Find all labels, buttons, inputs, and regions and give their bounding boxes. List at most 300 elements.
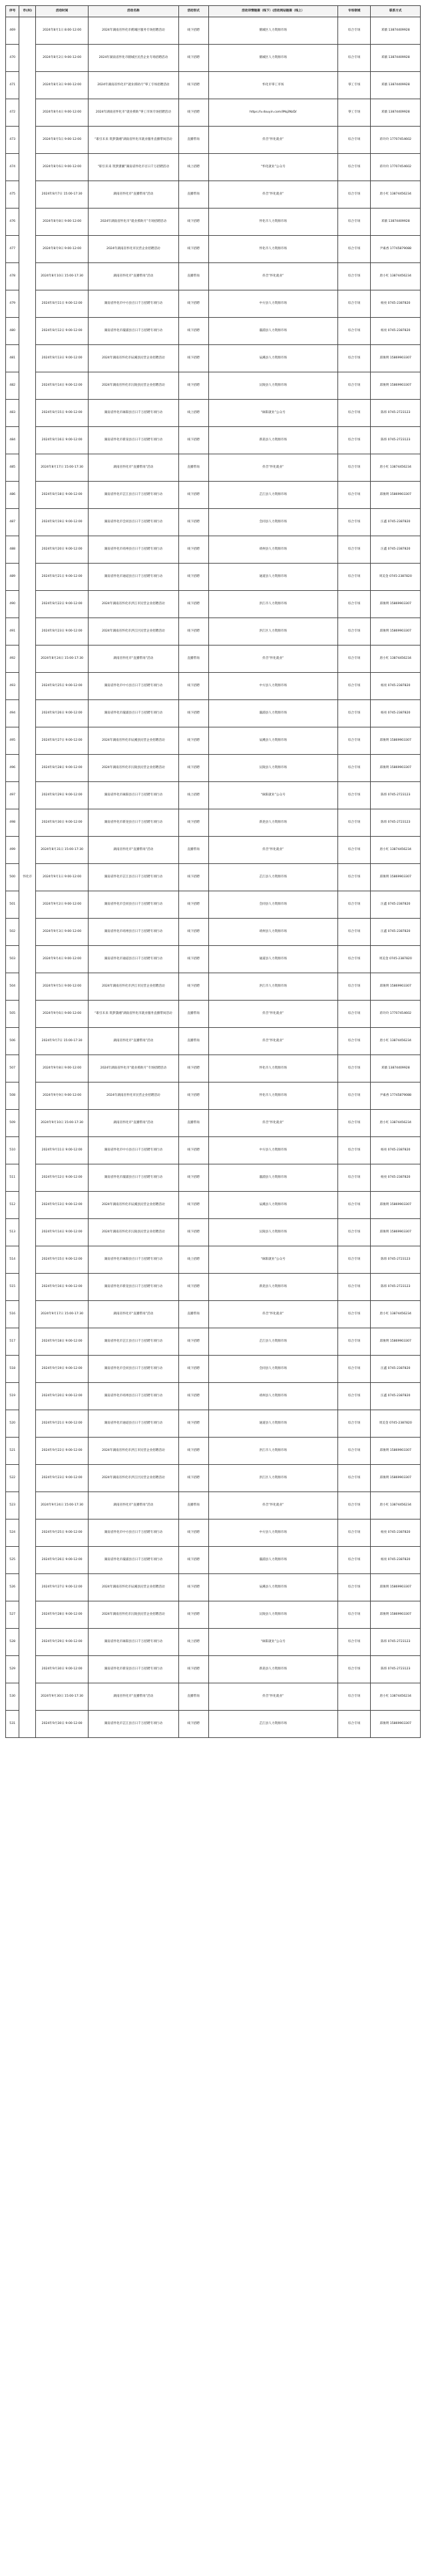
row-number: 515 bbox=[6, 1274, 19, 1301]
row-number: 484 bbox=[6, 427, 19, 454]
event-name: 湖南省怀化市“直播带岗”活动 bbox=[89, 1301, 178, 1328]
header-city: 市(州) bbox=[19, 6, 36, 17]
event-type: 线下招聘 bbox=[178, 1383, 208, 1410]
table-row bbox=[6, 1601, 421, 1629]
event-time: 2024年9月24日 15:00-17:30 bbox=[36, 1492, 89, 1519]
event-sector: 综合专场 bbox=[337, 864, 371, 891]
event-type: 直播带岗 bbox=[178, 454, 208, 482]
event-detail: 洪江区人力资源市场 bbox=[208, 1465, 337, 1492]
event-time: 2024年8月12日 9:00-12:00 bbox=[36, 318, 89, 345]
event-type: 直播带岗 bbox=[178, 263, 208, 290]
event-contact: 邓薇 13874409928 bbox=[371, 72, 421, 99]
event-name: 湖南省怀化市“直播带岗”活动 bbox=[89, 1028, 178, 1055]
header-detail: 活动详情链接（线下）(活动网站链接（线上） bbox=[208, 6, 337, 17]
event-sector: 综合专场 bbox=[337, 1438, 371, 1465]
event-type: 线下招聘 bbox=[178, 564, 208, 591]
table-row bbox=[6, 482, 421, 509]
row-number: 492 bbox=[6, 645, 19, 673]
event-detail: 溆浦县人力资源市场 bbox=[208, 1164, 337, 1192]
event-sector: 综合专场 bbox=[337, 673, 371, 700]
event-time: 2024年8月21日 9:00-12:00 bbox=[36, 564, 89, 591]
event-type: 直播带岗 bbox=[178, 1110, 208, 1137]
event-time: 2024年9月15日 9:00-12:00 bbox=[36, 1246, 89, 1274]
event-detail: 沅陵县人力资源市场 bbox=[208, 372, 337, 400]
event-name: “职引未来 筑梦潇湘”湖南省怀化市百日千万招聘活动 bbox=[89, 154, 178, 181]
document-page bbox=[5, 5, 421, 1738]
event-detail: 溆浦县人力资源市场 bbox=[208, 1547, 337, 1574]
table-row bbox=[6, 345, 421, 372]
event-detail: 沅陵县人力资源市场 bbox=[208, 1219, 337, 1246]
event-type: 线上招聘 bbox=[178, 154, 208, 181]
event-sector: 综合专场 bbox=[337, 427, 371, 454]
event-name: 2024年湖南省怀化市沅陵县民营企业招聘活动 bbox=[89, 755, 178, 782]
event-type: 线下招聘 bbox=[178, 318, 208, 345]
row-number: 521 bbox=[6, 1438, 19, 1465]
row-number: 477 bbox=[6, 236, 19, 263]
event-contact: 周美金 0745-2387820 bbox=[371, 564, 421, 591]
event-type: 线下招聘 bbox=[178, 1137, 208, 1164]
event-name: 湖南省怀化市靖州县百日千万招聘专项行动 bbox=[89, 536, 178, 564]
event-detail: 洪江市人力资源市场 bbox=[208, 973, 337, 1001]
event-contact: 蒋玲玲 17707454602 bbox=[371, 1001, 421, 1028]
event-name: 湖南省怀化市新晃县百日千万招聘专项行动 bbox=[89, 1274, 178, 1301]
table-row bbox=[6, 564, 421, 591]
event-type: 直播带岗 bbox=[178, 181, 208, 209]
event-type: 直播带岗 bbox=[178, 1301, 208, 1328]
event-detail: 芷江县人力资源市场 bbox=[208, 864, 337, 891]
event-type: 线下招聘 bbox=[178, 236, 208, 263]
event-time: 2024年9月1日 9:00-12:00 bbox=[36, 864, 89, 891]
event-sector: 零工专场 bbox=[337, 72, 371, 99]
event-sector: 综合专场 bbox=[337, 946, 371, 973]
event-time: 2024年9月4日 9:00-12:00 bbox=[36, 946, 89, 973]
event-sector: 综合专场 bbox=[337, 564, 371, 591]
event-time: 2024年9月14日 9:00-12:00 bbox=[36, 1219, 89, 1246]
event-sector: 综合专场 bbox=[337, 127, 371, 154]
event-detail: 抖音“怀化就业” bbox=[208, 1110, 337, 1137]
event-sector: 综合专场 bbox=[337, 1492, 371, 1519]
row-number: 474 bbox=[6, 154, 19, 181]
table-row bbox=[6, 1246, 421, 1274]
row-number: 481 bbox=[6, 345, 19, 372]
row-number: 470 bbox=[6, 45, 19, 72]
event-sector: 综合专场 bbox=[337, 236, 371, 263]
event-detail: 辰溪县人力资源市场 bbox=[208, 1192, 337, 1219]
event-detail: 溆浦县人力资源市场 bbox=[208, 700, 337, 727]
table-row bbox=[6, 1137, 421, 1164]
event-name: 2024年湖南省怀化市辰溪县民营企业招聘活动 bbox=[89, 345, 178, 372]
event-type: 线下招聘 bbox=[178, 1082, 208, 1110]
row-number: 522 bbox=[6, 1465, 19, 1492]
event-type: 线下招聘 bbox=[178, 345, 208, 372]
event-name: 2024年湖南省怀化市“就业援助月”零工专场招聘活动 bbox=[89, 72, 178, 99]
event-detail: 辰溪县人力资源市场 bbox=[208, 727, 337, 755]
event-detail: 芷江县人力资源市场 bbox=[208, 482, 337, 509]
header-contact: 联系方式 bbox=[371, 6, 421, 17]
event-time: 2024年9月21日 9:00-12:00 bbox=[36, 1410, 89, 1438]
event-sector: 综合专场 bbox=[337, 755, 371, 782]
event-detail: 辰溪县人力资源市场 bbox=[208, 1574, 337, 1601]
event-contact: 汪鑫 0745-2387820 bbox=[371, 919, 421, 946]
event-type: 线下招聘 bbox=[178, 209, 208, 236]
row-number: 505 bbox=[6, 1001, 19, 1028]
event-sector: 综合专场 bbox=[337, 1601, 371, 1629]
row-number: 520 bbox=[6, 1410, 19, 1438]
event-time: 2024年8月9日 9:00-12:00 bbox=[36, 236, 89, 263]
event-detail: https://v.douyin.com/iMq3NzD/ bbox=[208, 99, 337, 127]
row-number: 475 bbox=[6, 181, 19, 209]
event-name: 2024年湖南省怀化市民营企业招聘活动 bbox=[89, 236, 178, 263]
event-time: 2024年8月24日 15:00-17:30 bbox=[36, 645, 89, 673]
event-name: 湖南省怀化市溆浦县百日千万招聘专项行动 bbox=[89, 1164, 178, 1192]
event-detail: 抖音“怀化就业” bbox=[208, 645, 337, 673]
table-row bbox=[6, 1110, 421, 1137]
event-name: 湖南省怀化市靖州县百日千万招聘专项行动 bbox=[89, 919, 178, 946]
event-name: 2024年湖南省怀化市洪江区民营企业招聘活动 bbox=[89, 1465, 178, 1492]
event-sector: 综合专场 bbox=[337, 1274, 371, 1301]
table-row bbox=[6, 1410, 421, 1438]
table-row bbox=[6, 1274, 421, 1301]
event-type: 直播带岗 bbox=[178, 1683, 208, 1711]
table-header-row bbox=[6, 6, 421, 17]
event-contact: 陈炜 0745-2723123 bbox=[371, 809, 421, 837]
event-sector: 零工专场 bbox=[337, 99, 371, 127]
event-sector: 综合专场 bbox=[337, 1137, 371, 1164]
event-time: 2024年8月16日 9:00-12:00 bbox=[36, 427, 89, 454]
event-sector: 综合专场 bbox=[337, 482, 371, 509]
event-sector: 综合专场 bbox=[337, 1383, 371, 1410]
event-contact: 邓薇 13874409928 bbox=[371, 1055, 421, 1082]
event-type: 线上招聘 bbox=[178, 782, 208, 809]
event-name: 2024年湖南省怀化市“就业援助”零工市场专场招聘活动 bbox=[89, 99, 178, 127]
table-row bbox=[6, 973, 421, 1001]
table-row bbox=[6, 782, 421, 809]
table-row bbox=[6, 864, 421, 891]
event-name: 2024年湖南省怀化市鹤城区民营企业专场招聘活动 bbox=[89, 45, 178, 72]
event-contact: 杨亮 0745-2387820 bbox=[371, 290, 421, 318]
event-contact: 陈炜 0745-2723123 bbox=[371, 1656, 421, 1683]
table-row bbox=[6, 1164, 421, 1192]
event-contact: 尹素香 17745879088 bbox=[371, 1082, 421, 1110]
event-time: 2024年9月17日 15:00-17:30 bbox=[36, 1301, 89, 1328]
event-name: 湖南省怀化市中方县百日千万招聘专项行动 bbox=[89, 673, 178, 700]
event-time: 2024年9月26日 9:00-12:00 bbox=[36, 1547, 89, 1574]
row-number: 507 bbox=[6, 1055, 19, 1082]
event-contact: 陈炜 0745-2723123 bbox=[371, 400, 421, 427]
event-sector: 综合专场 bbox=[337, 1219, 371, 1246]
event-contact: 唐小红 13874456234 bbox=[371, 837, 421, 864]
row-number: 491 bbox=[6, 618, 19, 645]
event-contact: 陈炜 0745-2723123 bbox=[371, 1246, 421, 1274]
event-name: 2024年湖南省怀化市“就业援助月”专场招聘活动 bbox=[89, 209, 178, 236]
event-detail: 怀化市人力资源市场 bbox=[208, 1055, 337, 1082]
event-detail: 会同县人力资源市场 bbox=[208, 891, 337, 919]
event-contact: 杨亮 0745-2387820 bbox=[371, 318, 421, 345]
event-type: 线下招聘 bbox=[178, 809, 208, 837]
event-sector: 综合专场 bbox=[337, 181, 371, 209]
event-sector: 综合专场 bbox=[337, 1356, 371, 1383]
event-contact: 杨亮 0745-2387820 bbox=[371, 700, 421, 727]
row-number: 504 bbox=[6, 973, 19, 1001]
row-number: 509 bbox=[6, 1110, 19, 1137]
event-contact: 杨亮 0745-2387820 bbox=[371, 1547, 421, 1574]
table-row bbox=[6, 318, 421, 345]
event-contact: 杨亮 0745-2387820 bbox=[371, 1519, 421, 1547]
event-time: 2024年8月29日 9:00-12:00 bbox=[36, 782, 89, 809]
event-contact: 唐小红 13874456234 bbox=[371, 1683, 421, 1711]
event-name: 湖南省怀化市通道县百日千万招聘专项行动 bbox=[89, 946, 178, 973]
event-time: 2024年8月11日 9:00-12:00 bbox=[36, 290, 89, 318]
event-sector: 综合专场 bbox=[337, 1055, 371, 1082]
table-row bbox=[6, 154, 421, 181]
event-time: 2024年9月30日 9:00-12:00 bbox=[36, 1711, 89, 1738]
header-type: 活动形式 bbox=[178, 6, 208, 17]
event-type: 线下招聘 bbox=[178, 1055, 208, 1082]
event-sector: 综合专场 bbox=[337, 591, 371, 618]
event-name: 2024年湖南省怀化市辰溪县民营企业招聘活动 bbox=[89, 1574, 178, 1601]
event-sector: 综合专场 bbox=[337, 1110, 371, 1137]
table-row bbox=[6, 1082, 421, 1110]
row-number: 493 bbox=[6, 673, 19, 700]
row-number: 517 bbox=[6, 1328, 19, 1356]
event-name: 湖南省怀化市中方县百日千万招聘专项行动 bbox=[89, 290, 178, 318]
table-row bbox=[6, 45, 421, 72]
event-detail: 新晃县人力资源市场 bbox=[208, 1274, 337, 1301]
event-contact: 邱俊明 15869903307 bbox=[371, 482, 421, 509]
row-number: 528 bbox=[6, 1629, 19, 1656]
event-time: 2024年9月25日 9:00-12:00 bbox=[36, 1519, 89, 1547]
header-no: 序号 bbox=[6, 6, 19, 17]
table-row bbox=[6, 236, 421, 263]
table-row bbox=[6, 673, 421, 700]
event-name: 湖南省怀化市会同县百日千万招聘专项行动 bbox=[89, 1356, 178, 1383]
event-contact: 邱俊明 15869903307 bbox=[371, 864, 421, 891]
event-contact: 邱俊明 15869903307 bbox=[371, 591, 421, 618]
event-detail: 鹤城区人力资源市场 bbox=[208, 45, 337, 72]
event-contact: 邱俊明 15869903307 bbox=[371, 1328, 421, 1356]
event-time: 2024年9月9日 9:00-12:00 bbox=[36, 1082, 89, 1110]
table-row bbox=[6, 1547, 421, 1574]
header-time: 活动时间 bbox=[36, 6, 89, 17]
row-number: 525 bbox=[6, 1547, 19, 1574]
event-name: “职引未来 筑梦潇湘”湖南省怀化市就业服务直播带岗活动 bbox=[89, 127, 178, 154]
table-row bbox=[6, 727, 421, 755]
event-sector: 综合专场 bbox=[337, 1246, 371, 1274]
event-detail: 洪江市人力资源市场 bbox=[208, 591, 337, 618]
event-sector: 综合专场 bbox=[337, 1547, 371, 1574]
event-time: 2024年9月5日 9:00-12:00 bbox=[36, 973, 89, 1001]
event-type: 直播带岗 bbox=[178, 127, 208, 154]
row-number: 506 bbox=[6, 1028, 19, 1055]
event-sector: 综合专场 bbox=[337, 700, 371, 727]
event-type: 直播带岗 bbox=[178, 1001, 208, 1028]
event-detail: 抖音“怀化就业” bbox=[208, 1001, 337, 1028]
event-type: 线下招聘 bbox=[178, 946, 208, 973]
table-row bbox=[6, 1383, 421, 1410]
event-type: 线下招聘 bbox=[178, 618, 208, 645]
table-row bbox=[6, 809, 421, 837]
event-name: 2024年湖南省怀化市辰溪县民营企业招聘活动 bbox=[89, 1192, 178, 1219]
event-type: 线下招聘 bbox=[178, 17, 208, 45]
event-time: 2024年8月7日 15:00-17:30 bbox=[36, 181, 89, 209]
event-name: 湖南省怀化市会同县百日千万招聘专项行动 bbox=[89, 891, 178, 919]
row-number: 514 bbox=[6, 1246, 19, 1274]
event-contact: 唐小红 13874456234 bbox=[371, 1301, 421, 1328]
event-name: 湖南省怀化市中方县百日千万招聘专项行动 bbox=[89, 1519, 178, 1547]
event-sector: 综合专场 bbox=[337, 509, 371, 536]
event-name: 2024年湖南省怀化市洪江区民营企业招聘活动 bbox=[89, 618, 178, 645]
event-type: 线下招聘 bbox=[178, 99, 208, 127]
event-type: 线下招聘 bbox=[178, 509, 208, 536]
event-name: 湖南省怀化市“直播带岗”活动 bbox=[89, 645, 178, 673]
row-number: 523 bbox=[6, 1492, 19, 1519]
event-name: 2024年湖南省怀化市辰溪县民营企业招聘活动 bbox=[89, 727, 178, 755]
event-time: 2024年9月12日 9:00-12:00 bbox=[36, 1164, 89, 1192]
row-number: 471 bbox=[6, 72, 19, 99]
row-number: 488 bbox=[6, 536, 19, 564]
table-row bbox=[6, 509, 421, 536]
event-time: 2024年8月1日 8:00-12:00 bbox=[36, 17, 89, 45]
event-type: 线下招聘 bbox=[178, 372, 208, 400]
table-row bbox=[6, 645, 421, 673]
event-type: 线下招聘 bbox=[178, 72, 208, 99]
table-row bbox=[6, 919, 421, 946]
event-type: 线下招聘 bbox=[178, 755, 208, 782]
event-time: 2024年8月31日 15:00-17:30 bbox=[36, 837, 89, 864]
event-type: 线下招聘 bbox=[178, 591, 208, 618]
event-name: 湖南省怀化市溆浦县百日千万招聘专项行动 bbox=[89, 1547, 178, 1574]
table-row bbox=[6, 1629, 421, 1656]
event-type: 线上招聘 bbox=[178, 400, 208, 427]
event-name: 湖南省怀化市新晃县百日千万招聘专项行动 bbox=[89, 427, 178, 454]
event-contact: 邱俊明 15869903307 bbox=[371, 345, 421, 372]
event-type: 线下招聘 bbox=[178, 1574, 208, 1601]
row-number: 526 bbox=[6, 1574, 19, 1601]
row-number: 512 bbox=[6, 1192, 19, 1219]
row-number: 479 bbox=[6, 290, 19, 318]
event-detail: 鹤城区人力资源市场 bbox=[208, 17, 337, 45]
event-detail: 新晃县人力资源市场 bbox=[208, 809, 337, 837]
event-detail: 怀化市零工市场 bbox=[208, 72, 337, 99]
row-number: 473 bbox=[6, 127, 19, 154]
event-sector: 综合专场 bbox=[337, 1683, 371, 1711]
row-number: 502 bbox=[6, 919, 19, 946]
row-number: 483 bbox=[6, 400, 19, 427]
event-name: 湖南省怀化市溆浦县百日千万招聘专项行动 bbox=[89, 700, 178, 727]
event-detail: 沅陵县人力资源市场 bbox=[208, 755, 337, 782]
event-type: 线下招聘 bbox=[178, 864, 208, 891]
event-name: 湖南省怀化市“直播带岗”活动 bbox=[89, 181, 178, 209]
table-row bbox=[6, 372, 421, 400]
table-row bbox=[6, 1328, 421, 1356]
event-sector: 综合专场 bbox=[337, 1410, 371, 1438]
event-sector: 综合专场 bbox=[337, 837, 371, 864]
table-row bbox=[6, 1492, 421, 1519]
event-detail: “麻阳就业”公众号 bbox=[208, 1246, 337, 1274]
event-type: 线下招聘 bbox=[178, 1519, 208, 1547]
event-name: 2024年湖南省怀化市“就业援助月”专场招聘活动 bbox=[89, 1055, 178, 1082]
row-number: 530 bbox=[6, 1683, 19, 1711]
event-name: 湖南省怀化市芷江县百日千万招聘专项行动 bbox=[89, 482, 178, 509]
row-number: 499 bbox=[6, 837, 19, 864]
event-contact: 邓薇 13874409928 bbox=[371, 99, 421, 127]
event-name: 2024年湖南省怀化市沅陵县民营企业招聘活动 bbox=[89, 372, 178, 400]
event-detail: 抖音“怀化就业” bbox=[208, 181, 337, 209]
event-contact: 汪鑫 0745-2387820 bbox=[371, 891, 421, 919]
event-time: 2024年8月8日 9:00-12:00 bbox=[36, 209, 89, 236]
event-time: 2024年9月30日 9:00-12:00 bbox=[36, 1656, 89, 1683]
event-name: 湖南省怀化市芷江县百日千万招聘专项行动 bbox=[89, 1328, 178, 1356]
row-number: 500 bbox=[6, 864, 19, 891]
event-time: 2024年8月6日 9:00-12:00 bbox=[36, 154, 89, 181]
event-sector: 综合专场 bbox=[337, 618, 371, 645]
event-type: 线下招聘 bbox=[178, 1601, 208, 1629]
event-sector: 综合专场 bbox=[337, 645, 371, 673]
event-name: 2024年湖南省怀化市洪江市民营企业招聘活动 bbox=[89, 973, 178, 1001]
event-time: 2024年9月19日 9:00-12:00 bbox=[36, 1356, 89, 1383]
event-name: “职引未来 筑梦潇湘”湖南省怀化市就业服务直播带岗活动 bbox=[89, 1001, 178, 1028]
event-type: 线上招聘 bbox=[178, 1246, 208, 1274]
table-row bbox=[6, 290, 421, 318]
row-number: 487 bbox=[6, 509, 19, 536]
table-row bbox=[6, 1683, 421, 1711]
event-time: 2024年8月19日 9:00-12:00 bbox=[36, 509, 89, 536]
table-row bbox=[6, 209, 421, 236]
row-number: 510 bbox=[6, 1137, 19, 1164]
event-sector: 综合专场 bbox=[337, 45, 371, 72]
event-detail: 会同县人力资源市场 bbox=[208, 509, 337, 536]
event-sector: 综合专场 bbox=[337, 1028, 371, 1055]
event-detail: 抖音“怀化就业” bbox=[208, 454, 337, 482]
event-contact: 邓薇 13874409928 bbox=[371, 45, 421, 72]
event-detail: 芷江县人力资源市场 bbox=[208, 1328, 337, 1356]
table-row bbox=[6, 1711, 421, 1738]
event-detail: 沅陵县人力资源市场 bbox=[208, 1601, 337, 1629]
event-time: 2024年8月5日 9:00-12:00 bbox=[36, 127, 89, 154]
event-sector: 综合专场 bbox=[337, 536, 371, 564]
event-detail: 抖音“怀化就业” bbox=[208, 1683, 337, 1711]
event-detail: 靖州县人力资源市场 bbox=[208, 1383, 337, 1410]
event-contact: 汪鑫 0745-2387820 bbox=[371, 509, 421, 536]
event-contact: 汪鑫 0745-2387820 bbox=[371, 1383, 421, 1410]
event-sector: 综合专场 bbox=[337, 290, 371, 318]
event-time: 2024年9月10日 15:00-17:30 bbox=[36, 1110, 89, 1137]
table-row bbox=[6, 1219, 421, 1246]
event-contact: 陈炜 0745-2723123 bbox=[371, 427, 421, 454]
event-detail: 中方县人力资源市场 bbox=[208, 1137, 337, 1164]
event-detail: 抖音“怀化就业” bbox=[208, 1492, 337, 1519]
event-detail: 通道县人力资源市场 bbox=[208, 1410, 337, 1438]
event-type: 线下招聘 bbox=[178, 482, 208, 509]
event-sector: 综合专场 bbox=[337, 318, 371, 345]
event-sector: 综合专场 bbox=[337, 1711, 371, 1738]
table-row bbox=[6, 427, 421, 454]
event-time: 2024年9月8日 9:00-12:00 bbox=[36, 1055, 89, 1082]
event-name: 湖南省怀化市会同县百日千万招聘专项行动 bbox=[89, 509, 178, 536]
event-type: 线下招聘 bbox=[178, 727, 208, 755]
event-detail: 洪江市人力资源市场 bbox=[208, 1438, 337, 1465]
event-sector: 综合专场 bbox=[337, 345, 371, 372]
event-time: 2024年9月11日 9:00-12:00 bbox=[36, 1137, 89, 1164]
table-row bbox=[6, 1001, 421, 1028]
event-sector: 综合专场 bbox=[337, 973, 371, 1001]
event-sector: 综合专场 bbox=[337, 727, 371, 755]
event-detail: 芷江县人力资源市场 bbox=[208, 1711, 337, 1738]
event-detail: 中方县人力资源市场 bbox=[208, 673, 337, 700]
event-contact: 周美金 0745-2387820 bbox=[371, 946, 421, 973]
row-number: 486 bbox=[6, 482, 19, 509]
event-name: 湖南省怀化市通道县百日千万招聘专项行动 bbox=[89, 1410, 178, 1438]
